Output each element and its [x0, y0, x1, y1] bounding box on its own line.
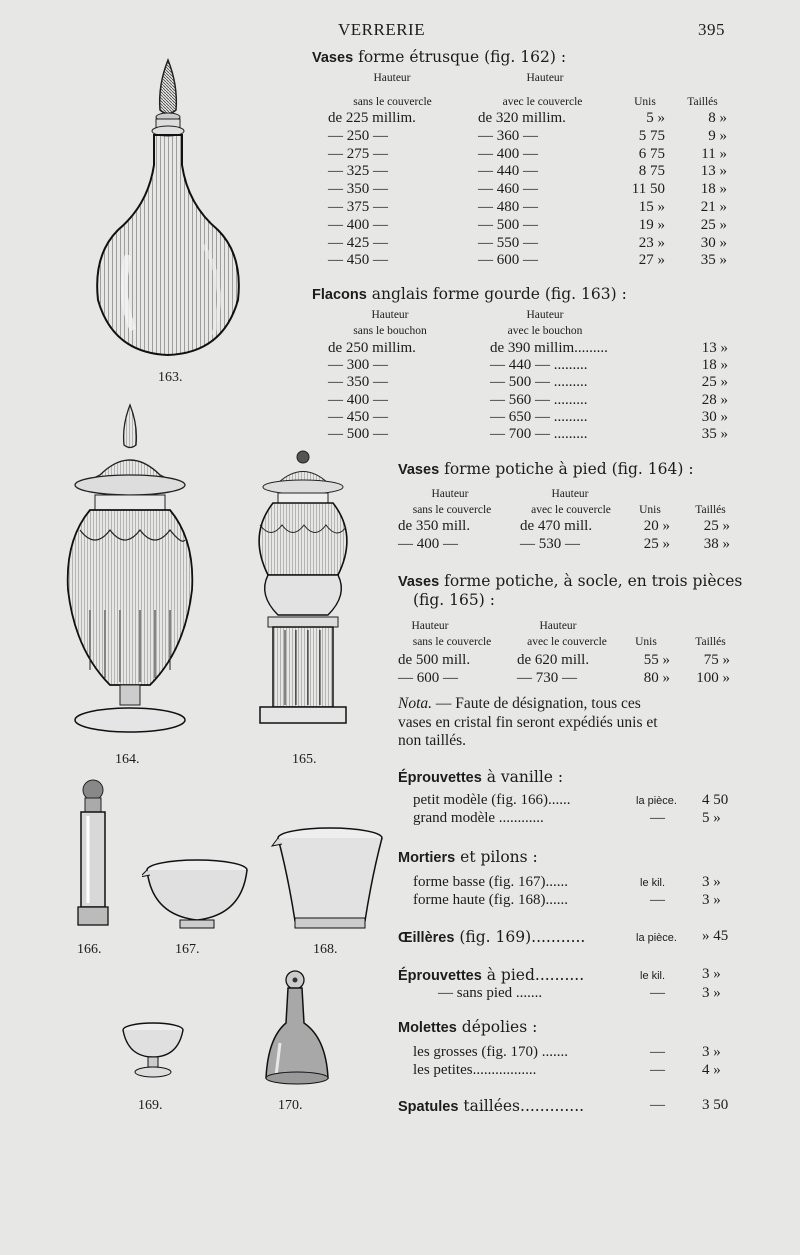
potiche-pied-row-1-col-2: de 470 mill. — [520, 518, 593, 534]
nota-line3: non taillés. — [398, 732, 467, 749]
vanille-item-2-label: grand modèle ............ — [413, 810, 544, 826]
etrusque-row-7-col-3: 19 » — [638, 216, 665, 233]
molettes-item-2-unit: — — [650, 1062, 665, 1078]
oeilleres-unit: la pièce. — [636, 932, 677, 944]
oeilleres-line: Œillères (fig. 169)........... — [398, 928, 586, 946]
eprouvettes-sans-pied-unit: — — [650, 985, 665, 1001]
etrusque-row-3-col-2: — 400 — — [478, 145, 538, 162]
figure-168-caption: 168. — [313, 942, 338, 957]
figure-168-mortar-illustration — [270, 826, 390, 936]
potiche-socle-title-line2: (fig. 165) : — [413, 591, 495, 609]
spatules-line: Spatules taillées............. — [398, 1097, 585, 1115]
etrusque-row-7-col-4: 25 » — [700, 216, 727, 233]
flacons-col2-head1: Hauteur — [526, 309, 564, 321]
etrusque-row-1-col-1: de 225 millim. — [328, 110, 416, 126]
etrusque-row-9-col-4: 35 » — [700, 252, 727, 269]
etrusque-title: Vases forme étrusque (fig. 162) : — [312, 48, 567, 66]
figure-165-vase-illustration — [238, 445, 378, 745]
potiche-pied-col4-head: Taillés — [695, 504, 726, 516]
etrusque-col2-head2: avec le couvercle — [502, 96, 583, 108]
potiche-socle-col3-head: Unis — [635, 636, 657, 648]
potiche-pied-col1-head1: Hauteur — [431, 488, 469, 500]
nota-line1: Nota. — Faute de désignation, tous ces — [398, 695, 641, 712]
figure-164-vase-illustration — [60, 400, 210, 745]
potiche-socle-row-1-col-3: 55 » — [643, 652, 670, 668]
etrusque-row-3-col-3: 6 75 — [638, 145, 665, 162]
potiche-pied-row-1-col-3: 20 » — [643, 518, 670, 534]
eprouvettes-pied-unit: le kil. — [640, 970, 666, 982]
etrusque-row-1-col-2: de 320 millim. — [478, 110, 566, 126]
flacons-row-5-col-2: — 650 — ......... — [490, 408, 588, 425]
figure-170-muller-illustration — [258, 968, 338, 1093]
eprouvettes-sans-pied-price: 3 » — [702, 985, 721, 1001]
flacons-row-3-col-1: — 350 — — [328, 374, 388, 391]
potiche-pied-row-2-col-2: — 530 — — [520, 536, 580, 552]
flacons-col1-head2: sans le bouchon — [353, 325, 427, 337]
etrusque-row-5-col-4: 18 » — [700, 181, 727, 198]
etrusque-row-5-col-2: — 460 — — [478, 181, 538, 198]
etrusque-col3-head: Unis — [634, 96, 656, 108]
etrusque-row-4-col-3: 8 75 — [638, 163, 665, 180]
potiche-socle-row-2-col-4: 100 » — [696, 670, 730, 686]
potiche-socle-col2-head2: avec le couvercle — [527, 636, 607, 648]
potiche-pied-col2-head1: Hauteur — [551, 488, 589, 500]
flacons-row-6-col-2: — 700 — ......... — [490, 426, 588, 442]
potiche-socle-col1-head2: sans le couvercle — [412, 636, 492, 648]
vanille-item-2-price: 5 » — [702, 810, 721, 826]
flacons-row-2-col-1: — 300 — — [328, 357, 388, 374]
flacons-row-3-col-2: — 500 — ......... — [490, 374, 588, 391]
etrusque-row-9-col-1: — 450 — — [328, 252, 388, 269]
etrusque-row-5-col-1: — 350 — — [328, 181, 388, 198]
potiche-socle-col1-head1: Hauteur — [411, 620, 449, 632]
etrusque-row-9-col-3: 27 » — [638, 252, 665, 269]
eprouvettes-vanille-title: Éprouvettes à vanille : — [398, 768, 564, 786]
etrusque-row-2-col-2: — 360 — — [478, 127, 538, 144]
figure-170-caption: 170. — [278, 1098, 303, 1113]
molettes-item-1-price: 3 » — [702, 1044, 721, 1060]
potiche-socle-col2-head1: Hauteur — [539, 620, 577, 632]
potiche-pied-row-1-col-4: 25 » — [703, 518, 730, 534]
flacons-row-4-col-1: — 400 — — [328, 391, 388, 408]
etrusque-row-1-col-4: 8 » — [708, 110, 727, 126]
spatules-unit: — — [650, 1097, 665, 1113]
flacons-row-1-col-3: 13 » — [701, 340, 728, 356]
vanille-item-1-unit: la pièce. — [636, 795, 677, 807]
etrusque-row-4-col-2: — 440 — — [478, 163, 538, 180]
mortiers-item-2-price: 3 » — [702, 892, 721, 908]
mortiers-item-1-price: 3 » — [702, 874, 721, 890]
mortiers-title: Mortiers et pilons : — [398, 848, 538, 866]
flacons-row-6-col-3: 35 » — [701, 426, 728, 442]
etrusque-row-8-col-2: — 550 — — [478, 234, 538, 251]
potiche-pied-row-2-col-1: — 400 — — [398, 536, 458, 552]
figure-166-caption: 166. — [77, 942, 102, 957]
page-number: 395 — [698, 20, 725, 39]
etrusque-row-3-col-1: — 275 — — [328, 145, 388, 162]
potiche-pied-row-2-col-4: 38 » — [703, 536, 730, 552]
potiche-socle-col4-head: Taillés — [695, 636, 726, 648]
etrusque-row-2-col-3: 5 75 — [638, 127, 665, 144]
potiche-pied-row-2-col-3: 25 » — [643, 536, 670, 552]
etrusque-row-6-col-3: 15 » — [638, 199, 665, 215]
potiche-pied-title: Vases forme potiche à pied (fig. 164) : — [398, 460, 694, 478]
running-title: VERRERIE — [338, 20, 426, 39]
potiche-pied-col3-head: Unis — [639, 504, 661, 516]
etrusque-row-9-col-2: — 600 — — [478, 252, 538, 269]
etrusque-row-8-col-1: — 425 — — [328, 234, 388, 251]
etrusque-row-7-col-1: — 400 — — [328, 216, 388, 233]
flacons-row-5-col-3: 30 » — [701, 408, 728, 425]
etrusque-row-2-col-4: 9 » — [708, 127, 727, 144]
eprouvettes-pied-line: Éprouvettes à pied.......... — [398, 966, 585, 984]
flacons-col2-head2: avec le bouchon — [507, 325, 583, 337]
vanille-item-1-label: petit modèle (fig. 166)...... — [413, 792, 571, 808]
flacons-row-1-col-2: de 390 millim......... — [490, 340, 608, 356]
etrusque-row-6-col-4: 21 » — [700, 199, 727, 215]
figure-163-caption: 163. — [158, 370, 183, 385]
flacons-row-4-col-2: — 560 — ......... — [490, 391, 588, 408]
etrusque-row-4-col-4: 13 » — [700, 163, 727, 180]
flacons-row-2-col-3: 18 » — [701, 357, 728, 374]
molettes-title: Molettes dépolies : — [398, 1018, 538, 1036]
etrusque-row-2-col-1: — 250 — — [328, 127, 388, 144]
potiche-socle-row-2-col-3: 80 » — [643, 670, 670, 686]
potiche-pied-col1-head2: sans le couvercle — [412, 504, 492, 516]
etrusque-row-8-col-4: 30 » — [700, 234, 727, 251]
vanille-item-2-unit: — — [650, 810, 665, 826]
eprouvettes-sans-pied-label: — sans pied ....... — [438, 985, 543, 1001]
etrusque-row-5-col-3: 11 50 — [631, 181, 665, 198]
potiche-socle-row-2-col-2: — 730 — — [517, 670, 577, 686]
figure-163-flask-illustration — [88, 55, 288, 365]
molettes-item-1-unit: — — [650, 1044, 665, 1060]
figure-166-tube-illustration — [68, 778, 118, 938]
etrusque-row-1-col-3: 5 » — [646, 110, 665, 126]
vanille-item-1-price: 4 50 — [702, 792, 729, 808]
figure-167-mortar-illustration — [142, 855, 252, 935]
etrusque-row-6-col-1: — 375 — — [328, 199, 388, 215]
flacons-row-6-col-1: — 500 — — [328, 426, 388, 442]
flacons-title: Flacons anglais forme gourde (fig. 163) : — [312, 285, 627, 303]
flacons-row-2-col-2: — 440 — ......... — [490, 357, 588, 374]
etrusque-row-4-col-1: — 325 — — [328, 163, 388, 180]
flacons-row-5-col-1: — 450 — — [328, 408, 388, 425]
potiche-pied-row-1-col-1: de 350 mill. — [398, 518, 471, 534]
etrusque-col1-head1: Hauteur — [373, 72, 411, 84]
etrusque-row-3-col-4: 11 » — [701, 145, 727, 162]
etrusque-col2-head1: Hauteur — [526, 72, 564, 84]
flacons-col1-head1: Hauteur — [371, 309, 409, 321]
mortiers-item-1-label: forme basse (fig. 167)...... — [413, 874, 568, 890]
figure-165-caption: 165. — [292, 752, 317, 767]
figure-169-eyecup-illustration — [118, 1022, 188, 1082]
etrusque-row-7-col-2: — 500 — — [478, 216, 538, 233]
etrusque-row-6-col-2: — 480 — — [478, 199, 538, 215]
etrusque-col1-head2: sans le couvercle — [353, 96, 432, 108]
molettes-item-1-label: les grosses (fig. 170) ....... — [413, 1044, 568, 1060]
figure-169-caption: 169. — [138, 1098, 163, 1113]
flacons-row-3-col-3: 25 » — [701, 374, 728, 391]
potiche-socle-row-1-col-2: de 620 mill. — [517, 652, 590, 668]
etrusque-row-8-col-3: 23 » — [638, 234, 665, 251]
spatules-price: 3 50 — [702, 1097, 729, 1113]
mortiers-item-2-unit: — — [650, 892, 665, 908]
potiche-socle-title: Vases forme potiche, à socle, en trois pièces — [398, 572, 743, 590]
nota-line2: vases en cristal fin seront expédiés unis et — [398, 714, 658, 731]
potiche-pied-col2-head2: avec le couvercle — [531, 504, 611, 516]
figure-167-caption: 167. — [175, 942, 200, 957]
mortiers-item-1-unit: le kil. — [640, 877, 666, 889]
eprouvettes-pied-price: 3 » — [702, 966, 721, 982]
flacons-row-1-col-1: de 250 millim. — [328, 340, 416, 356]
etrusque-col4-head: Taillés — [687, 96, 718, 108]
flacons-row-4-col-3: 28 » — [701, 391, 728, 408]
molettes-item-2-label: les petites................. — [413, 1062, 537, 1078]
potiche-socle-row-1-col-1: de 500 mill. — [398, 652, 471, 668]
figure-164-caption: 164. — [115, 752, 140, 767]
potiche-socle-row-1-col-4: 75 » — [703, 652, 730, 668]
molettes-item-2-price: 4 » — [702, 1062, 721, 1078]
oeilleres-price: » 45 — [702, 928, 729, 944]
potiche-socle-row-2-col-1: — 600 — — [398, 670, 458, 686]
mortiers-item-2-label: forme haute (fig. 168)...... — [413, 892, 568, 908]
